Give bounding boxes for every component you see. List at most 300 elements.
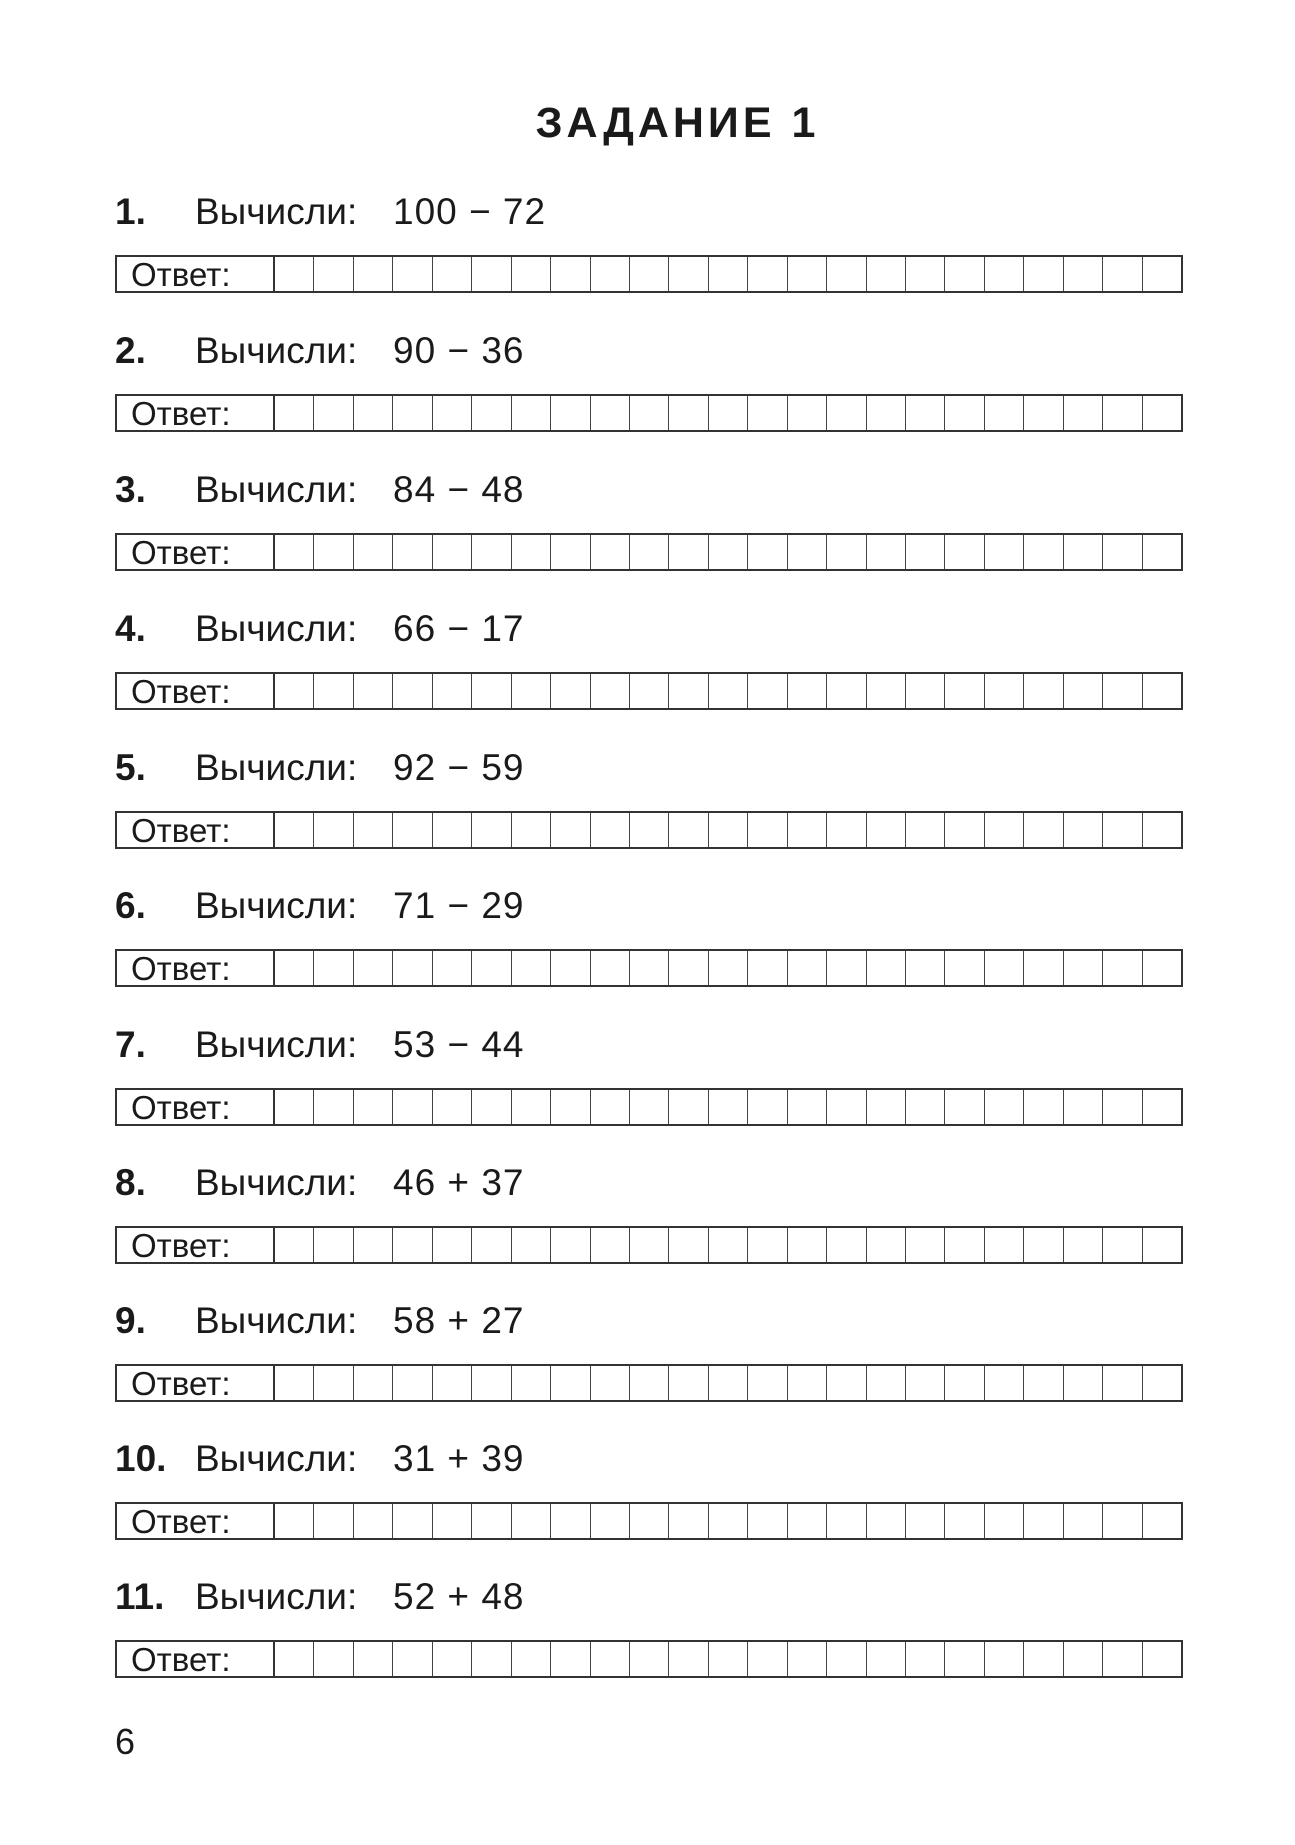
answer-box[interactable]: [115, 1502, 1183, 1540]
answer-cell[interactable]: [748, 951, 787, 985]
answer-cell[interactable]: [945, 535, 984, 569]
answer-cell[interactable]: [827, 951, 866, 985]
answer-cell[interactable]: [551, 1504, 590, 1538]
answer-cell[interactable]: [709, 257, 748, 291]
answer-cell[interactable]: [630, 1228, 669, 1262]
problem-number: 2.: [115, 330, 146, 371]
answer-cell[interactable]: [1024, 1090, 1063, 1124]
answer-cell[interactable]: [433, 535, 472, 569]
problem-number: 1.: [115, 191, 146, 232]
answer-cell[interactable]: [985, 951, 1024, 985]
answer-cell[interactable]: [709, 535, 748, 569]
answer-cell[interactable]: [393, 1504, 432, 1538]
answer-cell[interactable]: [551, 1642, 590, 1676]
answer-cell[interactable]: [669, 1504, 708, 1538]
answer-cell[interactable]: [1143, 813, 1181, 847]
answer-cell[interactable]: [472, 1504, 511, 1538]
answer-cell[interactable]: [551, 396, 590, 430]
answer-cell[interactable]: [867, 674, 906, 708]
answer-cell[interactable]: [788, 1642, 827, 1676]
answer-cell[interactable]: [630, 813, 669, 847]
answer-cell[interactable]: [985, 1504, 1024, 1538]
answer-cell[interactable]: [393, 1090, 432, 1124]
answer-cell[interactable]: [393, 951, 432, 985]
answer-cell[interactable]: [393, 813, 432, 847]
answer-cell[interactable]: [433, 951, 472, 985]
answer-cell[interactable]: [275, 813, 314, 847]
answer-cell[interactable]: [906, 1228, 945, 1262]
problem-expression: 90 − 36: [393, 330, 525, 371]
answer-cell[interactable]: [827, 813, 866, 847]
answer-cell[interactable]: [827, 674, 866, 708]
problem-item: [115, 1297, 1185, 1407]
answer-box[interactable]: [115, 672, 1183, 710]
answer-cell[interactable]: [906, 396, 945, 430]
answer-cell[interactable]: [275, 951, 314, 985]
answer-cell[interactable]: [906, 951, 945, 985]
answer-cell[interactable]: [354, 257, 393, 291]
answer-cell[interactable]: [314, 1090, 353, 1124]
answer-cell[interactable]: [472, 257, 511, 291]
answer-cell[interactable]: [1103, 674, 1142, 708]
answer-cell[interactable]: [748, 1090, 787, 1124]
answer-cell[interactable]: [827, 1090, 866, 1124]
answer-cell[interactable]: [1143, 1504, 1181, 1538]
answer-cell[interactable]: [275, 535, 314, 569]
problem-number: 11.: [115, 1576, 165, 1617]
answer-cell[interactable]: [945, 1090, 984, 1124]
answer-cell[interactable]: [906, 674, 945, 708]
answer-cell[interactable]: [867, 813, 906, 847]
answer-cell[interactable]: [1143, 1090, 1181, 1124]
answer-cell[interactable]: [314, 1504, 353, 1538]
answer-box[interactable]: [115, 1088, 1183, 1126]
answer-cell[interactable]: [827, 535, 866, 569]
answer-cell[interactable]: [393, 1642, 432, 1676]
answer-cell[interactable]: [1064, 1228, 1103, 1262]
answer-cell[interactable]: [551, 535, 590, 569]
problem-number: 10.: [115, 1438, 167, 1479]
answer-cell[interactable]: [985, 1642, 1024, 1676]
answer-cell[interactable]: [551, 813, 590, 847]
answer-cell[interactable]: [275, 257, 314, 291]
answer-cell[interactable]: [669, 396, 708, 430]
answer-cell[interactable]: [827, 1504, 866, 1538]
answer-cell[interactable]: [630, 1366, 669, 1400]
answer-cell[interactable]: [669, 1228, 708, 1262]
answer-cell[interactable]: [393, 674, 432, 708]
answer-cell[interactable]: [512, 1642, 551, 1676]
answer-cell[interactable]: [433, 396, 472, 430]
problem-verb: Вычисли:: [195, 885, 358, 926]
answer-cell[interactable]: [551, 257, 590, 291]
answer-cell[interactable]: [591, 1090, 630, 1124]
answer-cell[interactable]: [512, 1090, 551, 1124]
answer-cell[interactable]: [867, 1642, 906, 1676]
answer-cell[interactable]: [433, 1504, 472, 1538]
answer-cell[interactable]: [512, 951, 551, 985]
answer-cell[interactable]: [709, 813, 748, 847]
answer-cell[interactable]: [788, 1366, 827, 1400]
answer-cell[interactable]: [314, 674, 353, 708]
answer-cell[interactable]: [1103, 257, 1142, 291]
answer-cell[interactable]: [433, 1642, 472, 1676]
answer-cell[interactable]: [945, 674, 984, 708]
answer-cell[interactable]: [867, 1366, 906, 1400]
answer-cell[interactable]: [591, 1366, 630, 1400]
answer-cell[interactable]: [669, 1366, 708, 1400]
answer-cell[interactable]: [314, 535, 353, 569]
answer-cell[interactable]: [1064, 1090, 1103, 1124]
answer-cell[interactable]: [354, 1642, 393, 1676]
answer-cell[interactable]: [748, 813, 787, 847]
answer-cells[interactable]: [275, 1504, 1181, 1538]
answer-cell[interactable]: [1064, 1366, 1103, 1400]
answer-cell[interactable]: [275, 1642, 314, 1676]
answer-cell[interactable]: [472, 1228, 511, 1262]
answer-cell[interactable]: [591, 1642, 630, 1676]
answer-cell[interactable]: [1064, 1504, 1103, 1538]
problem-expression: 31 + 39: [393, 1438, 525, 1479]
answer-cell[interactable]: [591, 257, 630, 291]
problem-verb: Вычисли:: [195, 1024, 358, 1065]
answer-cell[interactable]: [591, 813, 630, 847]
answer-cell[interactable]: [630, 257, 669, 291]
answer-cell[interactable]: [314, 396, 353, 430]
answer-cell[interactable]: [867, 951, 906, 985]
answer-cell[interactable]: [906, 1642, 945, 1676]
problem-item: [115, 1021, 1185, 1131]
answer-cell[interactable]: [1024, 951, 1063, 985]
problem-expression: 100 − 72: [393, 191, 547, 232]
answer-cell[interactable]: [1024, 257, 1063, 291]
answer-box[interactable]: [115, 1640, 1183, 1678]
answer-cell[interactable]: [709, 1366, 748, 1400]
answer-cell[interactable]: [748, 1366, 787, 1400]
answer-cell[interactable]: [906, 1090, 945, 1124]
answer-cell[interactable]: [945, 1228, 984, 1262]
answer-cell[interactable]: [354, 951, 393, 985]
answer-cell[interactable]: [275, 1090, 314, 1124]
answer-cell[interactable]: [1143, 951, 1181, 985]
answer-cell[interactable]: [788, 813, 827, 847]
answer-cell[interactable]: [945, 257, 984, 291]
answer-cell[interactable]: [1024, 1366, 1063, 1400]
answer-cell[interactable]: [827, 396, 866, 430]
answer-cell[interactable]: [827, 1366, 866, 1400]
answer-cell[interactable]: [472, 535, 511, 569]
problem-verb: Вычисли:: [195, 1438, 358, 1479]
answer-cell[interactable]: [985, 535, 1024, 569]
problem-number: 3.: [115, 469, 146, 510]
answer-cell[interactable]: [827, 1642, 866, 1676]
answer-cell[interactable]: [985, 1228, 1024, 1262]
answer-cell[interactable]: [669, 951, 708, 985]
answer-cell[interactable]: [985, 1090, 1024, 1124]
answer-cell[interactable]: [788, 1228, 827, 1262]
answer-cell[interactable]: [1143, 535, 1181, 569]
problem-verb: Вычисли:: [195, 469, 358, 510]
answer-cell[interactable]: [1064, 813, 1103, 847]
answer-cell[interactable]: [1024, 535, 1063, 569]
answer-cell[interactable]: [1064, 951, 1103, 985]
answer-cell[interactable]: [314, 1228, 353, 1262]
answer-cell[interactable]: [945, 1504, 984, 1538]
answer-cell[interactable]: [275, 1504, 314, 1538]
answer-cell[interactable]: [354, 1090, 393, 1124]
answer-cell[interactable]: [985, 257, 1024, 291]
answer-cell[interactable]: [433, 1090, 472, 1124]
answer-cell[interactable]: [512, 813, 551, 847]
answer-cell[interactable]: [551, 1228, 590, 1262]
answer-cell[interactable]: [354, 1228, 393, 1262]
answer-cell[interactable]: [472, 813, 511, 847]
answer-cell[interactable]: [314, 1366, 353, 1400]
answer-cell[interactable]: [433, 1366, 472, 1400]
answer-cell[interactable]: [1143, 257, 1181, 291]
answer-cell[interactable]: [472, 396, 511, 430]
answer-cell[interactable]: [867, 535, 906, 569]
answer-cell[interactable]: [709, 396, 748, 430]
answer-cell[interactable]: [275, 1366, 314, 1400]
answer-cell[interactable]: [669, 674, 708, 708]
problem-expression: 84 − 48: [393, 469, 525, 510]
answer-cell[interactable]: [906, 813, 945, 847]
answer-cell[interactable]: [354, 813, 393, 847]
answer-cell[interactable]: [512, 1366, 551, 1400]
answer-cell[interactable]: [709, 1642, 748, 1676]
answer-cell[interactable]: [788, 396, 827, 430]
answer-cell[interactable]: [669, 257, 708, 291]
answer-cell[interactable]: [1024, 1504, 1063, 1538]
problem-item: [115, 466, 1185, 576]
answer-cell[interactable]: [945, 1366, 984, 1400]
answer-cell[interactable]: [827, 257, 866, 291]
answer-cell[interactable]: [512, 1228, 551, 1262]
answer-cells[interactable]: [275, 396, 1181, 430]
answer-cells[interactable]: [275, 535, 1181, 569]
answer-cells[interactable]: [275, 674, 1181, 708]
answer-cell[interactable]: [630, 535, 669, 569]
answer-cell[interactable]: [748, 674, 787, 708]
answer-cell[interactable]: [748, 535, 787, 569]
problem-expression: 66 − 17: [393, 608, 525, 649]
answer-cell[interactable]: [748, 1228, 787, 1262]
answer-cell[interactable]: [591, 535, 630, 569]
answer-cell[interactable]: [512, 535, 551, 569]
answer-cell[interactable]: [788, 951, 827, 985]
answer-cell[interactable]: [709, 1504, 748, 1538]
answer-cell[interactable]: [748, 1504, 787, 1538]
answer-cell[interactable]: [433, 674, 472, 708]
answer-cell[interactable]: [472, 674, 511, 708]
answer-cell[interactable]: [867, 257, 906, 291]
answer-cell[interactable]: [906, 1366, 945, 1400]
answer-cell[interactable]: [433, 1228, 472, 1262]
answer-cell[interactable]: [512, 257, 551, 291]
answer-cell[interactable]: [709, 951, 748, 985]
answer-cell[interactable]: [788, 674, 827, 708]
answer-cell[interactable]: [1024, 1642, 1063, 1676]
answer-cell[interactable]: [314, 1642, 353, 1676]
problem-item: [115, 1573, 1185, 1683]
answer-cell[interactable]: [867, 396, 906, 430]
answer-cell[interactable]: [1143, 1228, 1181, 1262]
answer-cell[interactable]: [906, 535, 945, 569]
answer-cell[interactable]: [945, 813, 984, 847]
answer-box[interactable]: [115, 811, 1183, 849]
answer-cell[interactable]: [1103, 1090, 1142, 1124]
answer-cell[interactable]: [393, 1228, 432, 1262]
answer-cell[interactable]: [354, 396, 393, 430]
answer-box[interactable]: [115, 1226, 1183, 1264]
answer-cell[interactable]: [472, 951, 511, 985]
answer-cells[interactable]: [275, 813, 1181, 847]
answer-cell[interactable]: [393, 1366, 432, 1400]
answer-cell[interactable]: [945, 1642, 984, 1676]
answer-cell[interactable]: [433, 813, 472, 847]
answer-cell[interactable]: [1024, 1228, 1063, 1262]
answer-cell[interactable]: [709, 1228, 748, 1262]
answer-label: Ответ:: [117, 1366, 275, 1400]
answer-cell[interactable]: [630, 1642, 669, 1676]
answer-cell[interactable]: [1064, 257, 1103, 291]
answer-label: Ответ:: [117, 396, 275, 430]
answer-cell[interactable]: [354, 535, 393, 569]
answer-cell[interactable]: [1064, 396, 1103, 430]
answer-cells[interactable]: [275, 1642, 1181, 1676]
answer-cell[interactable]: [985, 813, 1024, 847]
answer-cell[interactable]: [512, 674, 551, 708]
answer-cell[interactable]: [669, 813, 708, 847]
answer-cell[interactable]: [393, 257, 432, 291]
answer-cell[interactable]: [669, 535, 708, 569]
answer-cell[interactable]: [669, 1090, 708, 1124]
answer-cell[interactable]: [472, 1366, 511, 1400]
answer-cell[interactable]: [275, 674, 314, 708]
answer-cell[interactable]: [551, 1090, 590, 1124]
answer-cell[interactable]: [630, 1090, 669, 1124]
answer-cell[interactable]: [1143, 674, 1181, 708]
answer-cell[interactable]: [1024, 674, 1063, 708]
answer-cell[interactable]: [275, 396, 314, 430]
answer-cell[interactable]: [867, 1228, 906, 1262]
answer-cell[interactable]: [314, 813, 353, 847]
answer-cells[interactable]: [275, 951, 1181, 985]
answer-cell[interactable]: [669, 1642, 708, 1676]
answer-cell[interactable]: [788, 1090, 827, 1124]
answer-cell[interactable]: [748, 257, 787, 291]
answer-cell[interactable]: [985, 396, 1024, 430]
answer-cell[interactable]: [709, 1090, 748, 1124]
answer-cell[interactable]: [985, 1366, 1024, 1400]
answer-cell[interactable]: [354, 674, 393, 708]
answer-cell[interactable]: [985, 674, 1024, 708]
answer-box[interactable]: [115, 394, 1183, 432]
answer-cell[interactable]: [591, 1228, 630, 1262]
answer-cell[interactable]: [591, 674, 630, 708]
answer-cell[interactable]: [354, 1366, 393, 1400]
answer-cell[interactable]: [945, 951, 984, 985]
answer-cell[interactable]: [1103, 1642, 1142, 1676]
answer-cell[interactable]: [748, 1642, 787, 1676]
answer-cell[interactable]: [867, 1504, 906, 1538]
answer-cell[interactable]: [551, 1366, 590, 1400]
answer-box[interactable]: [115, 533, 1183, 571]
answer-cell[interactable]: [472, 1090, 511, 1124]
answer-cell[interactable]: [591, 951, 630, 985]
answer-cell[interactable]: [314, 257, 353, 291]
answer-box[interactable]: [115, 1364, 1183, 1402]
answer-cell[interactable]: [1143, 1366, 1181, 1400]
answer-cell[interactable]: [827, 1228, 866, 1262]
answer-cell[interactable]: [630, 1504, 669, 1538]
answer-box[interactable]: [115, 949, 1183, 987]
answer-cells[interactable]: [275, 1090, 1181, 1124]
answer-cell[interactable]: [630, 674, 669, 708]
answer-cell[interactable]: [1103, 396, 1142, 430]
answer-cell[interactable]: [512, 396, 551, 430]
problem-item: [115, 1159, 1185, 1269]
answer-cell[interactable]: [906, 1504, 945, 1538]
answer-cell[interactable]: [1103, 1366, 1142, 1400]
answer-cell[interactable]: [788, 535, 827, 569]
answer-cell[interactable]: [393, 535, 432, 569]
answer-cell[interactable]: [1103, 1228, 1142, 1262]
answer-cell[interactable]: [551, 674, 590, 708]
answer-cell[interactable]: [945, 396, 984, 430]
answer-box[interactable]: [115, 255, 1183, 293]
answer-cells[interactable]: [275, 257, 1181, 291]
answer-cell[interactable]: [591, 396, 630, 430]
answer-cell[interactable]: [788, 257, 827, 291]
answer-cell[interactable]: [1064, 674, 1103, 708]
answer-cell[interactable]: [393, 396, 432, 430]
answer-cell[interactable]: [1143, 1642, 1181, 1676]
answer-cell[interactable]: [1024, 813, 1063, 847]
answer-cell[interactable]: [551, 951, 590, 985]
problem-expression: 52 + 48: [393, 1576, 525, 1617]
answer-cells[interactable]: [275, 1228, 1181, 1262]
answer-cell[interactable]: [1024, 396, 1063, 430]
answer-cell[interactable]: [1064, 535, 1103, 569]
answer-cell[interactable]: [867, 1090, 906, 1124]
answer-cell[interactable]: [591, 1504, 630, 1538]
answer-label: Ответ:: [117, 1228, 275, 1262]
answer-cell[interactable]: [1103, 951, 1142, 985]
answer-cell[interactable]: [314, 951, 353, 985]
answer-cell[interactable]: [1103, 813, 1142, 847]
answer-cell[interactable]: [1064, 1642, 1103, 1676]
answer-cell[interactable]: [906, 257, 945, 291]
answer-cell[interactable]: [1143, 396, 1181, 430]
answer-cells[interactable]: [275, 1366, 1181, 1400]
problem-expression: 53 − 44: [393, 1024, 525, 1065]
answer-cell[interactable]: [630, 396, 669, 430]
answer-cell[interactable]: [1103, 535, 1142, 569]
answer-cell[interactable]: [630, 951, 669, 985]
answer-cell[interactable]: [472, 1642, 511, 1676]
answer-cell[interactable]: [788, 1504, 827, 1538]
answer-cell[interactable]: [748, 396, 787, 430]
answer-cell[interactable]: [354, 1504, 393, 1538]
answer-cell[interactable]: [709, 674, 748, 708]
answer-cell[interactable]: [275, 1228, 314, 1262]
answer-cell[interactable]: [433, 257, 472, 291]
answer-cell[interactable]: [512, 1504, 551, 1538]
answer-cell[interactable]: [1103, 1504, 1142, 1538]
problem-verb: Вычисли:: [195, 191, 358, 232]
